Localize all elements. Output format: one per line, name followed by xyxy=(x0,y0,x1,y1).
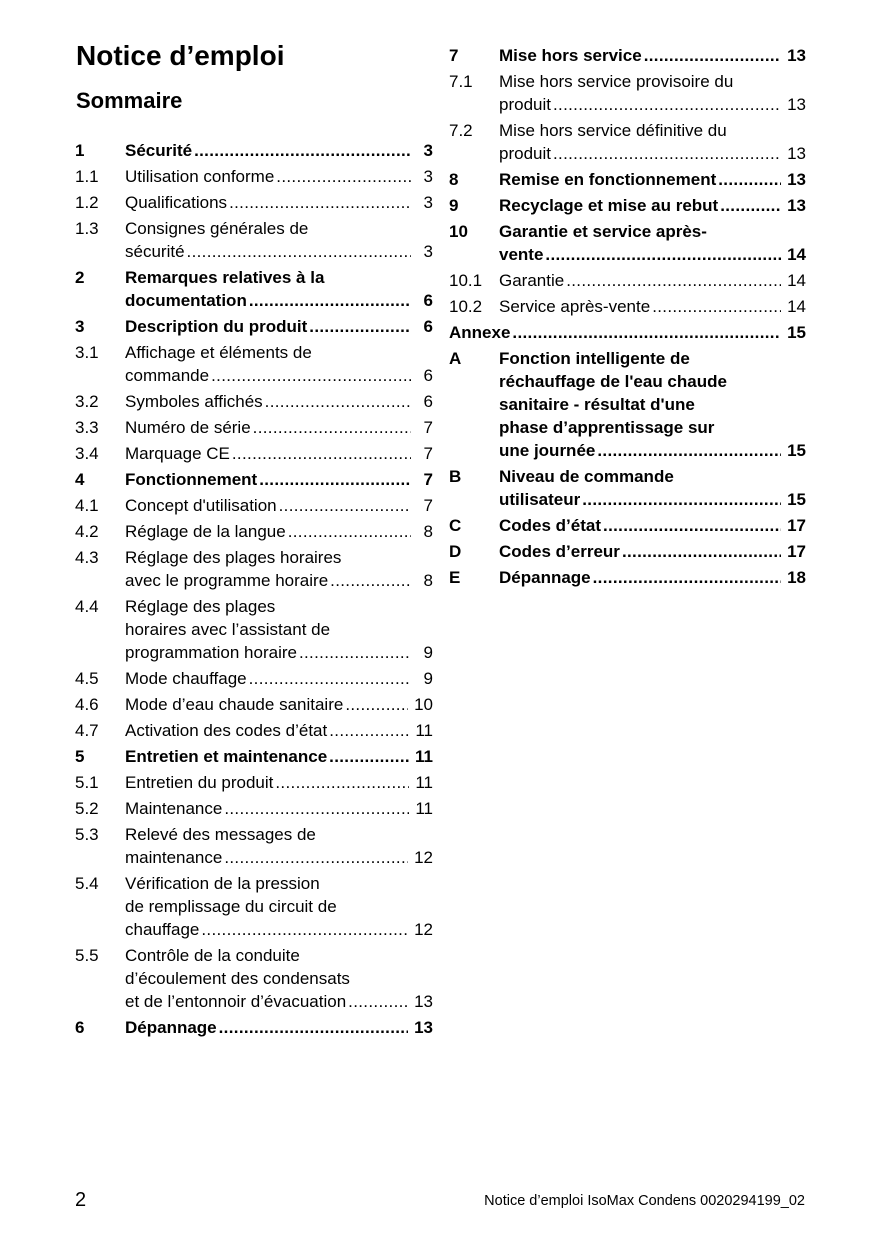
toc-entry-page-number: 15 xyxy=(787,323,806,342)
toc-entry[interactable] xyxy=(449,295,806,318)
toc-entry-title-line: Niveau de commande xyxy=(499,467,674,486)
toc-entry-title-line: Service après-vente xyxy=(499,297,651,316)
toc-entry-page-number: 6 xyxy=(423,366,433,385)
toc-entry-number: 5 xyxy=(75,747,85,766)
toc-entry-body xyxy=(499,70,806,116)
toc-entry[interactable] xyxy=(449,220,806,266)
toc-entry-title-line: Réglage des plages horaires xyxy=(125,548,342,567)
dot-leader xyxy=(329,745,409,768)
toc-entry-body xyxy=(499,566,806,589)
toc-entry-title-line: Symboles affichés xyxy=(125,392,263,411)
toc-entry-title-line: Contrôle de la conduite xyxy=(125,946,300,965)
toc-entry-number: 1.1 xyxy=(75,167,99,186)
toc-entry-page-number: 11 xyxy=(415,721,433,740)
toc-entry-title-line: une journée xyxy=(499,441,596,460)
toc-entry-body xyxy=(125,771,433,794)
toc-heading: Sommaire xyxy=(76,88,183,113)
toc-entry-body xyxy=(499,168,806,191)
toc-entry-number: 10.2 xyxy=(449,297,483,316)
toc-entry-number: 7.2 xyxy=(449,121,473,140)
toc-entry-title-line: Garantie xyxy=(499,271,565,290)
toc-entry[interactable] xyxy=(75,771,433,794)
toc-entry-page-number: 17 xyxy=(787,516,806,535)
toc-entry-number: 5.2 xyxy=(75,799,99,818)
dot-leader xyxy=(545,243,781,266)
toc-entry-body xyxy=(125,165,433,188)
toc-entry-page-number: 18 xyxy=(787,568,806,587)
dot-leader xyxy=(275,771,409,794)
toc-entry[interactable] xyxy=(75,390,433,413)
toc-entry-number: 1.3 xyxy=(75,219,99,238)
toc-entry[interactable] xyxy=(75,266,433,312)
dot-leader xyxy=(330,569,411,592)
toc-entry[interactable] xyxy=(449,194,806,217)
toc-entry-number: 6 xyxy=(75,1018,85,1037)
toc-entry-number: 3.3 xyxy=(75,418,99,437)
toc-entry-page-number: 14 xyxy=(787,297,806,316)
toc-entry-title-line: Mode d’eau chaude sanitaire xyxy=(125,695,344,714)
dot-leader xyxy=(265,390,411,413)
toc-entry[interactable] xyxy=(449,347,806,462)
dot-leader xyxy=(229,191,411,214)
toc-entry-title-line: Mise hors service provisoire du xyxy=(499,72,734,91)
toc-entry[interactable] xyxy=(75,520,433,543)
dot-leader xyxy=(211,364,411,387)
toc-entry-body xyxy=(125,745,433,768)
dot-leader xyxy=(224,797,409,820)
toc-entry-page-number: 3 xyxy=(423,141,433,160)
toc-entry-title-line: horaires avec l’assistant de xyxy=(125,620,331,639)
toc-entry[interactable] xyxy=(449,44,806,67)
toc-entry-title-line: Fonctionnement xyxy=(125,470,258,489)
toc-entry-body xyxy=(125,494,433,517)
toc-entry[interactable] xyxy=(75,139,433,162)
toc-entry-title-line: Garantie et service après- xyxy=(499,222,707,241)
toc-entry-page-number: 13 xyxy=(787,144,806,163)
toc-entry-number: 7 xyxy=(449,46,459,65)
toc-entry[interactable] xyxy=(75,693,433,716)
toc-entry[interactable] xyxy=(75,494,433,517)
dot-leader xyxy=(194,139,411,162)
document-title: Notice d’emploi xyxy=(76,40,285,71)
toc-entry-number: 5.1 xyxy=(75,773,99,792)
dot-leader xyxy=(718,168,781,191)
toc-entry[interactable] xyxy=(75,341,433,387)
toc-entry-number: 5.4 xyxy=(75,874,99,893)
toc-entry-title-line: Entretien et maintenance xyxy=(125,747,328,766)
toc-entry-body xyxy=(499,194,806,217)
toc-entry[interactable] xyxy=(75,468,433,491)
toc-entry[interactable] xyxy=(449,566,806,589)
toc-entry-title-line: Codes d’état xyxy=(499,516,602,535)
toc-entry-page-number: 3 xyxy=(423,167,433,186)
toc-entry-page-number: 12 xyxy=(414,848,433,867)
toc-entry[interactable] xyxy=(75,745,433,768)
toc-entry-title-line: Activation des codes d’état xyxy=(125,721,328,740)
toc-entry-body xyxy=(449,321,806,344)
toc-entry[interactable] xyxy=(75,872,433,941)
toc-entry-page-number: 10 xyxy=(414,695,433,714)
toc-entry-title-line: sanitaire - résultat d'une xyxy=(499,395,695,414)
toc-entry[interactable] xyxy=(449,540,806,563)
toc-entry-page-number: 7 xyxy=(423,444,433,463)
toc-entry-number: 4.6 xyxy=(75,695,99,714)
dot-leader xyxy=(288,520,411,543)
toc-entry-body xyxy=(499,514,806,537)
toc-entry-number: A xyxy=(449,349,462,368)
toc-entry-title-line: Description du produit xyxy=(125,317,308,336)
toc-entry-title-line: Remise en fonctionnement xyxy=(499,170,717,189)
toc-entry-title-line: vente xyxy=(499,245,544,264)
toc-entry-page-number: 3 xyxy=(423,242,433,261)
toc-entry-title-line: Remarques relatives à la xyxy=(125,268,325,287)
dot-leader xyxy=(652,295,781,318)
dot-leader xyxy=(249,289,411,312)
dot-leader xyxy=(219,1016,408,1039)
dot-leader xyxy=(279,494,411,517)
toc-entry-page-number: 8 xyxy=(423,571,433,590)
toc-entry-title-line: Mode chauffage xyxy=(125,669,247,688)
toc-entry-title-line: Vérification de la pression xyxy=(125,874,320,893)
dot-leader xyxy=(622,540,781,563)
toc-entry[interactable] xyxy=(449,269,806,292)
toc-entry[interactable] xyxy=(75,315,433,338)
toc-entry-page-number: 9 xyxy=(423,669,433,688)
dot-leader xyxy=(582,488,781,511)
toc-entry-title-line: produit xyxy=(499,144,551,163)
toc-entry-title-line: chauffage xyxy=(125,920,200,939)
toc-entry-body xyxy=(125,667,433,690)
toc-entry-body xyxy=(125,217,433,263)
toc-entry[interactable] xyxy=(75,442,433,465)
toc-entry-body xyxy=(125,442,433,465)
toc-entry-number: 4.4 xyxy=(75,597,99,616)
toc-entry-page-number: 13 xyxy=(787,95,806,114)
toc-entry-page-number: 6 xyxy=(423,317,433,336)
dot-leader xyxy=(253,416,411,439)
dot-leader xyxy=(644,44,781,67)
toc-entry[interactable] xyxy=(449,321,806,344)
dot-leader xyxy=(187,240,411,263)
toc-entry-page-number: 7 xyxy=(423,496,433,515)
toc-entry-number: E xyxy=(449,568,461,587)
toc-entry-number: 8 xyxy=(449,170,459,189)
toc-entry-title-line: Sécurité xyxy=(125,141,193,160)
toc-entry-number: B xyxy=(449,467,462,486)
toc-entry-body xyxy=(125,139,433,162)
toc-entry-title-line: sécurité xyxy=(125,242,185,261)
toc-entry-title-line: utilisateur xyxy=(499,490,581,509)
toc-left-column xyxy=(75,139,433,1042)
toc-entry-page-number: 6 xyxy=(423,392,433,411)
dot-leader xyxy=(345,693,408,716)
toc-entry-number: 1 xyxy=(75,141,85,160)
toc-entry-page-number: 13 xyxy=(414,1018,433,1037)
toc-entry[interactable] xyxy=(75,1016,433,1039)
toc-entry[interactable] xyxy=(75,823,433,869)
toc-entry-page-number: 14 xyxy=(787,245,806,264)
dot-leader xyxy=(348,990,408,1013)
toc-entry-title-line: phase d’apprentissage sur xyxy=(499,418,715,437)
toc-entry-title-line: Dépannage xyxy=(499,568,591,587)
toc-entry-body xyxy=(125,520,433,543)
footer-document-reference: Notice d’emploi IsoMax Condens 0020294199_02 xyxy=(484,1193,805,1209)
toc-entry-page-number: 17 xyxy=(787,542,806,561)
toc-entry[interactable] xyxy=(75,217,433,263)
toc-entry-title-line: Annexe xyxy=(449,323,511,342)
toc-entry-title-line: Codes d’erreur xyxy=(499,542,620,561)
toc-entry-body xyxy=(499,465,806,511)
toc-entry-number: 5.3 xyxy=(75,825,99,844)
toc-entry-number: 10.1 xyxy=(449,271,483,290)
toc-entry-title-line: Marquage CE xyxy=(125,444,230,463)
toc-entry-body xyxy=(125,390,433,413)
toc-entry-page-number: 6 xyxy=(423,291,433,310)
toc-entry-number: 1.2 xyxy=(75,193,99,212)
toc-entry-body xyxy=(125,595,433,664)
toc-entry-page-number: 12 xyxy=(414,920,433,939)
toc-entry-title-line: Consignes générales de xyxy=(125,219,309,238)
toc-entry-page-number: 13 xyxy=(787,170,806,189)
toc-entry[interactable] xyxy=(75,719,433,742)
dot-leader xyxy=(249,667,411,690)
toc-entry-body xyxy=(125,872,433,941)
toc-entry-page-number: 14 xyxy=(787,271,806,290)
toc-entry-body xyxy=(125,944,433,1013)
toc-entry-body xyxy=(499,347,806,462)
toc-entry-body xyxy=(125,315,433,338)
toc-entry-number: 4.3 xyxy=(75,548,99,567)
dot-leader xyxy=(566,269,781,292)
toc-entry-page-number: 7 xyxy=(423,418,433,437)
toc-entry-number: D xyxy=(449,542,462,561)
toc-entry-number: 3.1 xyxy=(75,343,99,362)
toc-entry-number: 4.2 xyxy=(75,522,99,541)
toc-entry-number: 9 xyxy=(449,196,459,215)
toc-entry-title-line: Concept d'utilisation xyxy=(125,496,277,515)
toc-entry-number: 4.1 xyxy=(75,496,99,515)
dot-leader xyxy=(593,566,781,589)
toc-entry-title-line: Fonction intelligente de xyxy=(499,349,690,368)
toc-entry-title-line: Maintenance xyxy=(125,799,223,818)
toc-entry[interactable] xyxy=(449,465,806,511)
toc-entry-title-line: Mise hors service xyxy=(499,46,642,65)
dot-leader xyxy=(309,315,411,338)
toc-entry-page-number: 15 xyxy=(787,490,806,509)
dot-leader xyxy=(299,641,411,664)
toc-entry-page-number: 9 xyxy=(423,643,433,662)
toc-entry-body xyxy=(499,119,806,165)
dot-leader xyxy=(553,142,781,165)
toc-entry-body xyxy=(125,719,433,742)
toc-entry-number: C xyxy=(449,516,462,535)
toc-entry-title-line: de remplissage du circuit de xyxy=(125,897,337,916)
footer-page-number: 2 xyxy=(75,1189,87,1211)
toc-entry[interactable] xyxy=(449,514,806,537)
toc-entry-title-line: Entretien du produit xyxy=(125,773,274,792)
toc-entry-body xyxy=(125,266,433,312)
toc-entry[interactable] xyxy=(75,595,433,664)
toc-entry-title-line: Recyclage et mise au rebut xyxy=(499,196,719,215)
toc-entry-page-number: 13 xyxy=(414,992,433,1011)
toc-entry-body xyxy=(125,823,433,869)
toc-entry-title-line: maintenance xyxy=(125,848,223,867)
toc-entry-title-line: Réglage des plages xyxy=(125,597,276,616)
toc-entry-title-line: commande xyxy=(125,366,210,385)
dot-leader xyxy=(329,719,409,742)
toc-entry-body xyxy=(125,1016,433,1039)
toc-entry-page-number: 8 xyxy=(423,522,433,541)
toc-entry-number: 4.7 xyxy=(75,721,99,740)
toc-entry-title-line: d’écoulement des condensats xyxy=(125,969,350,988)
toc-entry-title-line: Affichage et éléments de xyxy=(125,343,312,362)
dot-leader xyxy=(232,442,411,465)
toc-entry-number: 3.2 xyxy=(75,392,99,411)
toc-entry-title-line: Réglage de la langue xyxy=(125,522,286,541)
dot-leader xyxy=(597,439,781,462)
toc-entry-title-line: et de l’entonnoir d’évacuation xyxy=(125,992,347,1011)
toc-entry-body xyxy=(125,416,433,439)
toc-entry-number: 2 xyxy=(75,268,85,287)
toc-entry-number: 3.4 xyxy=(75,444,99,463)
toc-entry[interactable] xyxy=(75,165,433,188)
toc-entry[interactable] xyxy=(75,191,433,214)
toc-entry[interactable] xyxy=(75,546,433,592)
toc-entry-title-line: produit xyxy=(499,95,551,114)
toc-entry[interactable] xyxy=(449,119,806,165)
dot-leader xyxy=(276,165,411,188)
toc-entry-title-line: Dépannage xyxy=(125,1018,217,1037)
toc-entry-body xyxy=(499,44,806,67)
toc-entry-title-line: programmation horaire xyxy=(125,643,297,662)
toc-entry-number: 5.5 xyxy=(75,946,99,965)
toc-entry-body xyxy=(125,546,433,592)
toc-entry-title-line: avec le programme horaire xyxy=(125,571,329,590)
toc-entry-title-line: Utilisation conforme xyxy=(125,167,275,186)
toc-entry-title-line: Qualifications xyxy=(125,193,228,212)
toc-entry[interactable] xyxy=(75,667,433,690)
toc-entry[interactable] xyxy=(449,168,806,191)
toc-entry-number: 3 xyxy=(75,317,85,336)
toc-entry-title-line: réchauffage de l'eau chaude xyxy=(499,372,727,391)
toc-entry-page-number: 13 xyxy=(787,196,806,215)
toc-entry-body xyxy=(499,220,806,266)
dot-leader xyxy=(603,514,781,537)
dot-leader xyxy=(224,846,408,869)
toc-entry-page-number: 11 xyxy=(415,773,433,792)
toc-entry-title-line: Numéro de série xyxy=(125,418,251,437)
toc-entry-page-number: 13 xyxy=(787,46,806,65)
toc-entry-page-number: 11 xyxy=(415,747,433,766)
dot-leader xyxy=(720,194,781,217)
toc-entry-body xyxy=(499,540,806,563)
dot-leader xyxy=(201,918,408,941)
toc-entry-body xyxy=(125,468,433,491)
toc-entry-title-line: Relevé des messages de xyxy=(125,825,316,844)
toc-entry-body xyxy=(125,797,433,820)
toc-entry-title-line: Mise hors service définitive du xyxy=(499,121,727,140)
toc-entry-body xyxy=(125,191,433,214)
toc-entry-number: 4.5 xyxy=(75,669,99,688)
toc-entry-page-number: 3 xyxy=(423,193,433,212)
toc-entry-body xyxy=(125,341,433,387)
toc-entry-page-number: 15 xyxy=(787,441,806,460)
dot-leader xyxy=(259,468,411,491)
toc-entry-body xyxy=(499,269,806,292)
toc-entry[interactable] xyxy=(75,416,433,439)
toc-entry-body xyxy=(499,295,806,318)
dot-leader xyxy=(553,93,781,116)
toc-entry[interactable] xyxy=(75,797,433,820)
toc-entry[interactable] xyxy=(75,944,433,1013)
toc-entry-number: 4 xyxy=(75,470,85,489)
toc-entry-number: 10 xyxy=(449,222,468,241)
toc-entry-number: 7.1 xyxy=(449,72,473,91)
toc-entry-page-number: 11 xyxy=(415,799,433,818)
toc-right-column xyxy=(449,44,806,592)
dot-leader xyxy=(512,321,781,344)
toc-entry-body xyxy=(125,693,433,716)
toc-entry-page-number: 7 xyxy=(423,470,433,489)
toc-entry[interactable] xyxy=(449,70,806,116)
toc-entry-title-line: documentation xyxy=(125,291,247,310)
